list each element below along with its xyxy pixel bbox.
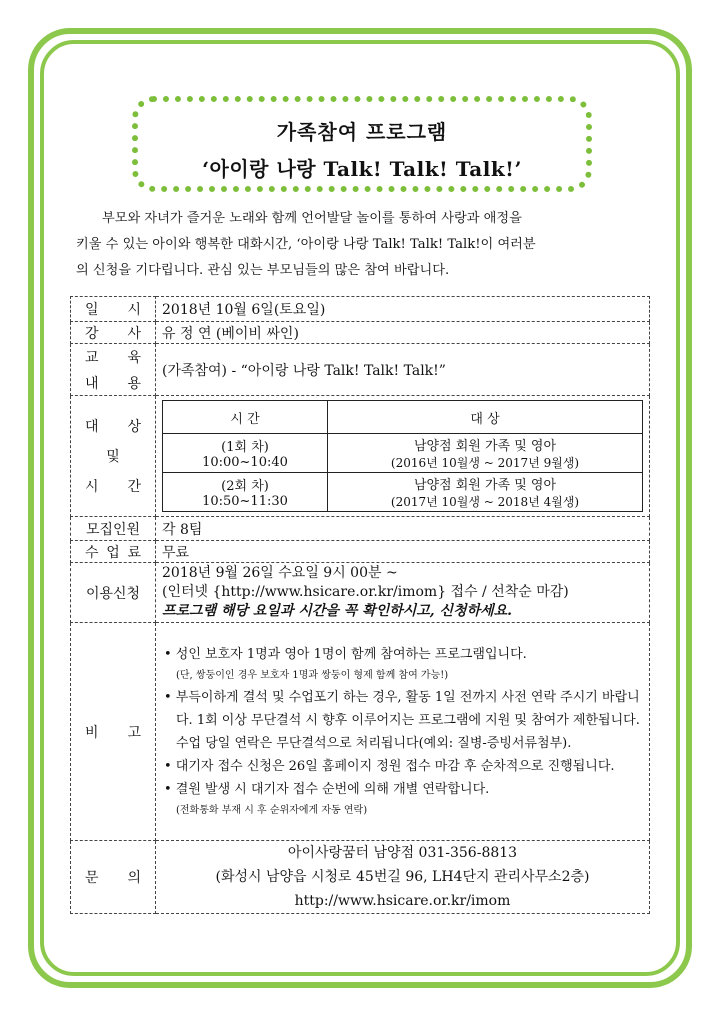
- schedule-cell: [156, 396, 650, 517]
- title-line-2: ‘아이랑 나랑 Talk! Talk! Talk!’: [202, 157, 522, 181]
- note-item-4: • 결원 발생 시 대기자 접수 순번에 의해 개별 연락합니다.: [164, 781, 490, 797]
- row-fee: [71, 541, 650, 563]
- value-content: (가족참여) - “아이랑 나랑 Talk! Talk! Talk!”: [156, 344, 650, 396]
- label-content: 교 육 내 용: [71, 344, 156, 396]
- row-capacity: [71, 517, 650, 541]
- row-contact: [71, 841, 650, 914]
- schedule-header-target: 대 상: [328, 401, 643, 434]
- note-item-1: • 성인 보호자 1명과 영아 1명이 함께 참여하는 프로그램입니다.: [164, 646, 527, 662]
- label-target: 대 상 및 시 간: [71, 396, 156, 517]
- value-date: 2018년 10월 6일(토요일): [156, 297, 650, 322]
- session-2-target: 남양점 회원 가족 및 영아 (2017년 10월생 ~ 2018년 4월생): [328, 473, 643, 512]
- label-apply: 이용신청: [71, 563, 156, 623]
- row-target: [71, 396, 650, 517]
- label-date: 일 시: [71, 297, 156, 322]
- schedule-header-time: 시 간: [163, 401, 328, 434]
- apply-period: 2018년 9월 26일 수요일 9시 00분 ~: [162, 565, 398, 581]
- note-item-2: • 부득이하게 결석 및 수업포기 하는 경우, 활동 1일 전까지 사전 연락 주시기 바랍니다. 1회 이상 무단결석 시 향후 이루어지는 프로그램에 지원 및 참여가 제한됩니다. 수업 당일 연락은 무단결석으로 처리됩니다(예외: 질병-증빙서류첨부).: [164, 689, 640, 751]
- session-1-time: (1회 차) 10:00~10:40: [163, 434, 328, 473]
- label-notes: 비 고: [71, 623, 156, 841]
- row-instructor: [71, 322, 650, 344]
- intro-line-1: 부모와 자녀가 즐거운 노래와 함께 언어발달 놀이를 통하여 사랑과 애정을: [102, 211, 522, 226]
- title-line-1: 가족참여 프로그램: [276, 120, 448, 144]
- intro-paragraph: [76, 206, 648, 284]
- label-capacity: 모집인원: [71, 517, 156, 541]
- title-box: [132, 96, 592, 192]
- contact-website: http://www.hsicare.or.kr/imom: [294, 893, 511, 909]
- schedule-row: [163, 434, 643, 473]
- info-table: [70, 296, 650, 914]
- schedule-table: [162, 400, 643, 512]
- intro-line-2: 키울 수 있는 아이와 행복한 대화시간, ‘아이랑 나랑 Talk! Talk! Talk!이 여러분: [76, 237, 536, 252]
- row-notes: [71, 623, 650, 841]
- label-contact: 문 의: [71, 841, 156, 914]
- apply-notice: 프로그램 해당 요일과 시간을 꼭 확인하시고, 신청하세요.: [162, 603, 513, 619]
- note-item-1-sub: (단, 쌍둥이인 경우 보호자 1명과 쌍둥이 형제 함께 참여 가능!): [176, 669, 449, 681]
- intro-line-3: 의 신청을 기다립니다. 관심 있는 부모님들의 많은 참여 바랍니다.: [76, 263, 450, 278]
- notes-list: [156, 623, 650, 841]
- apply-method: (인터넷 {http://www.hsicare.or.kr/imom} 접수 / 선착순 마감): [162, 584, 569, 600]
- label-fee: 수 업 료: [71, 541, 156, 563]
- contact-phone: 아이사랑꿈터 남양점 031-356-8813: [287, 845, 518, 861]
- value-instructor: 유 정 연 (베이비 싸인): [156, 322, 650, 344]
- row-content: [71, 344, 650, 396]
- session-1-target: 남양점 회원 가족 및 영아 (2016년 10월생 ~ 2017년 9월생): [328, 434, 643, 473]
- row-apply: [71, 563, 650, 623]
- contact-address: (화성시 남양읍 시청로 45번길 96, LH4단지 관리사무소2층): [215, 869, 590, 885]
- value-capacity: 각 8팀: [156, 517, 650, 541]
- label-instructor: 강 사: [71, 322, 156, 344]
- value-apply: [156, 563, 650, 623]
- row-date: [71, 297, 650, 322]
- note-item-3: • 대기자 접수 신청은 26일 홈페이지 정원 접수 마감 후 순차적으로 진행됩니다.: [164, 758, 615, 774]
- value-contact: [156, 841, 650, 914]
- note-item-4-sub: (전화통화 부재 시 후 순위자에게 자동 연락): [176, 804, 368, 816]
- session-2-time: (2회 차) 10:50~11:30: [163, 473, 328, 512]
- value-fee: 무료: [156, 541, 650, 563]
- schedule-row: [163, 473, 643, 512]
